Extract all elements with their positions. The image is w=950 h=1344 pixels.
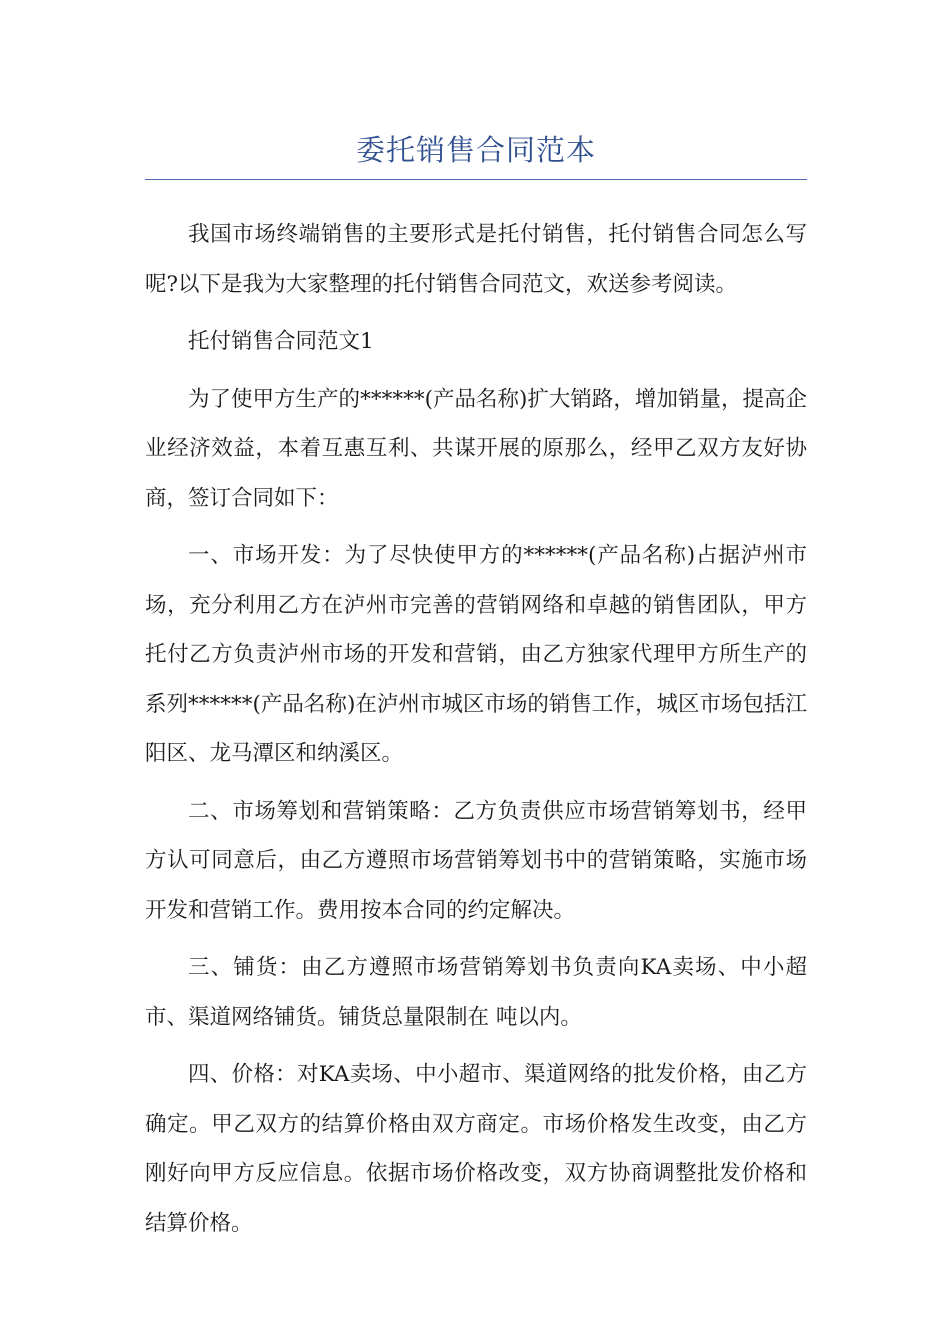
paragraph-preamble: 为了使甲方生产的******(产品名称)扩大销路，增加销量，提高企业经济效益，本着互惠互利、共谋开展的原那么，经甲乙双方友好协商，签订合同如下：: [145, 386, 807, 511]
title-underline: [145, 179, 807, 180]
paragraph-clause-4: 四、价格：对KA卖场、中小超市、渠道网络的批发价格，由乙方确定。甲乙双方的结算价格由双方商定。市场价格发生改变，由乙方刚好向甲方反应信息。依据市场价格改变，双方协商调整批发价格和结算价格。: [145, 1062, 807, 1236]
paragraph-clause-2: 二、市场筹划和营销策略：乙方负责供应市场营销筹划书，经甲方认可同意后，由乙方遵照市场营销筹划书中的营销策略，实施市场开发和营销工作。费用按本合同的约定解决。: [145, 798, 807, 923]
paragraph-heading: 托付销售合同范文1: [188, 329, 374, 354]
paragraph-clause-1: 一、市场开发：为了尽快使甲方的******(产品名称)占据泸州市场，充分利用乙方在泸州市完善的营销网络和卓越的销售团队，甲方托付乙方负责泸州市场的开发和营销，由乙方独家代理甲方所生产的系列******(产品名称)在泸州市城区市场的销售工作，城区市场包括江阳区、龙马潭区和纳溪区。: [145, 543, 807, 766]
document-body: [145, 210, 807, 1256]
paragraph-intro: 我国市场终端销售的主要形式是托付销售，托付销售合同怎么写呢?以下是我为大家整理的托付销售合同范文，欢送参考阅读。: [145, 222, 807, 297]
paragraph-clause-3: 三、铺货：由乙方遵照市场营销筹划书负责向KA卖场、中小超市、渠道网络铺货。铺货总量限制在 吨以内。: [145, 955, 807, 1030]
document-title: 委托销售合同范本: [355, 133, 596, 167]
